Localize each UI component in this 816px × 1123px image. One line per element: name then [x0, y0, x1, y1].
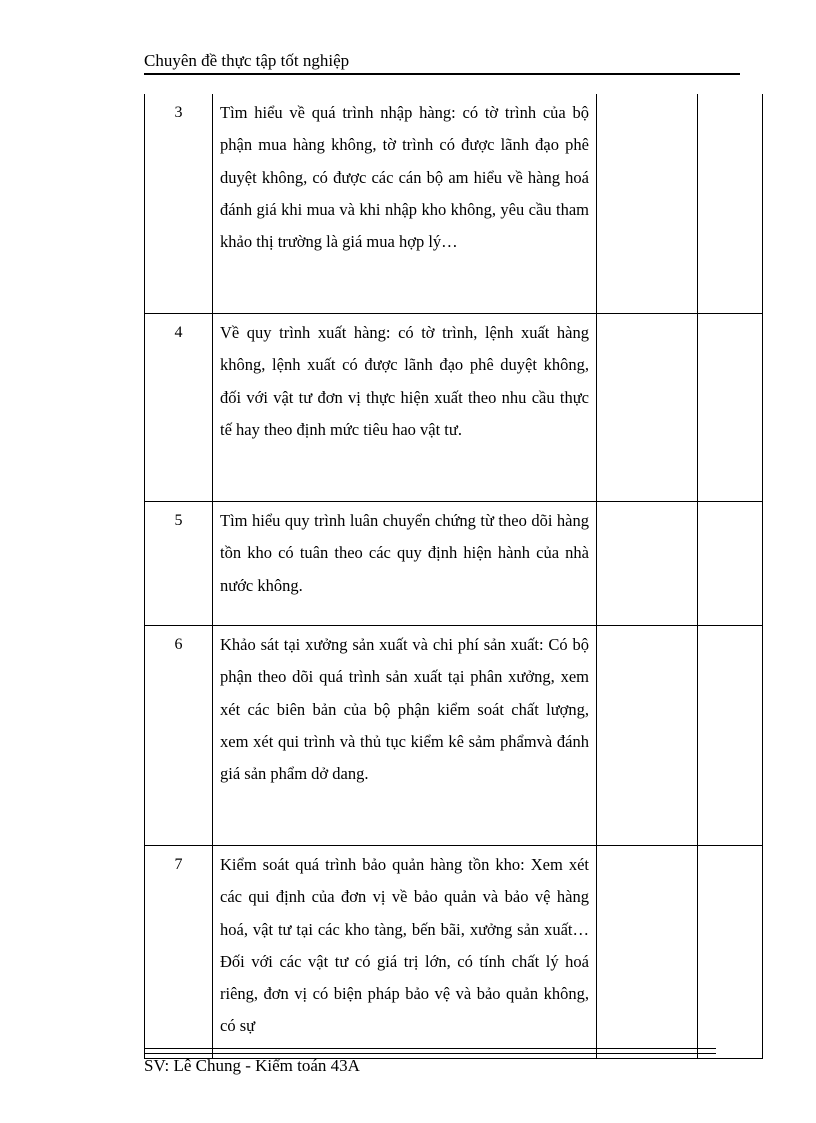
empty-cell: [698, 314, 763, 502]
table-row: [145, 502, 763, 626]
audit-checklist-table: [144, 94, 763, 1059]
header-title: Chuyên đề thực tập tốt nghiệp: [144, 51, 350, 70]
table-row: [145, 846, 763, 1059]
page-header: [144, 49, 740, 75]
empty-cell: [698, 846, 763, 1059]
table-row: [145, 626, 763, 846]
empty-cell: [597, 502, 698, 626]
table-row: [145, 94, 763, 314]
empty-cell: [698, 626, 763, 846]
page-footer: SV: Lê Chung - Kiểm toán 43A: [144, 1056, 360, 1075]
row-number: 7: [145, 846, 213, 1059]
row-content: Tìm hiểu quy trình luân chuyển chứng từ theo dõi hàng tồn kho có tuân theo các quy định hiện hành của nhà nước không.: [213, 502, 597, 626]
empty-cell: [698, 502, 763, 626]
row-content: Tìm hiểu về quá trình nhập hàng: có tờ trình của bộ phận mua hàng không, tờ trình có được lãnh đạo phê duyệt không, có được các cán bộ am hiểu về hàng hoá đánh giá khi mua và khi nhập kho không, yêu cầu tham khảo thị trường là giá mua hợp lý…: [213, 94, 597, 314]
empty-cell: [597, 846, 698, 1059]
row-content: Về quy trình xuất hàng: có tờ trình, lệnh xuất hàng không, lệnh xuất có được lãnh đạo phê duyệt không, đối với vật tư đơn vị thực hiện xuất theo nhu cầu thực tế hay theo định mức tiêu hao vật tư.: [213, 314, 597, 502]
row-number: 3: [145, 94, 213, 314]
table-row: [145, 314, 763, 502]
empty-cell: [597, 94, 698, 314]
row-content: Khảo sát tại xưởng sản xuất và chi phí sản xuất: Có bộ phận theo dõi quá trình sản xuất tại phân xưởng, xem xét các biên bản của bộ phận kiểm soát chất lượng, xem xét qui trình và thủ tục kiểm kê sảm phẩmvà đánh giá sản phẩm dở dang.: [213, 626, 597, 846]
footer-divider: [144, 1048, 716, 1054]
empty-cell: [597, 626, 698, 846]
row-content: Kiểm soát quá trình bảo quản hàng tồn kho: Xem xét các qui định của đơn vị về bảo quản và bảo vệ hàng hoá, vật tư tại các kho tàng, bến bãi, xưởng sản xuất… Đối với các vật tư có giá trị lớn, có tính chất lý hoá riêng, đơn vị có biện pháp bảo vệ và bảo quản không, có sự: [213, 846, 597, 1059]
row-number: 4: [145, 314, 213, 502]
empty-cell: [597, 314, 698, 502]
empty-cell: [698, 94, 763, 314]
row-number: 6: [145, 626, 213, 846]
row-number: 5: [145, 502, 213, 626]
